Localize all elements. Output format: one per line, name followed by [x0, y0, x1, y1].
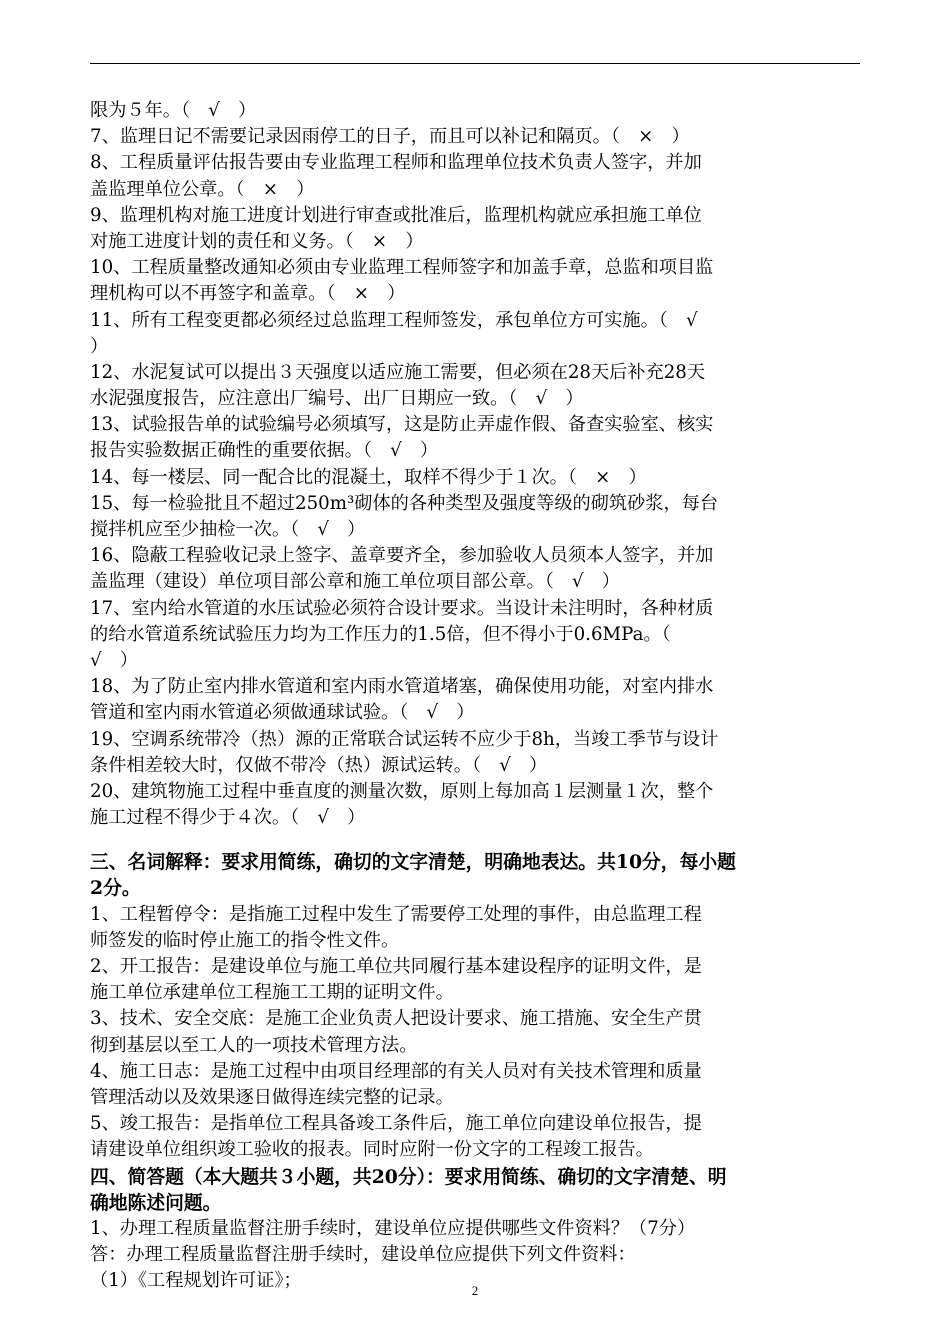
text-line: 报告实验数据正确性的重要依据。（ √ ）	[90, 440, 439, 462]
text-line: 17、室内给水管道的水压试验必须符合设计要求。当设计未注明时，各种材质	[90, 597, 714, 619]
section-heading: 四、简答题（本大题共３小题，共20分）：要求用简练、确切的文字清楚、明	[90, 1165, 727, 1188]
definition-line: 4、施工日志：是施工过程中由项目经理部的有关人员对有关技术管理和质量	[90, 1060, 702, 1082]
text-line: 11、所有工程变更都必须经过总监理工程师签发，承包单位方可实施。（ √	[90, 309, 698, 331]
text-line: 管道和室内雨水管道必须做通球试验。（ √ ）	[90, 702, 475, 724]
text-line: √ ）	[90, 649, 138, 671]
text-line: ）	[90, 335, 109, 357]
text-line: 施工过程不得少于４次。（ √ ）	[90, 807, 366, 829]
text-line: 12、水泥复试可以提出３天强度以适应施工需要，但必须在28天后补充28天	[90, 361, 706, 383]
text-line: 9、监理机构对施工进度计划进行审查或批准后，监理机构就应承担施工单位	[90, 204, 702, 226]
text-line: 8、工程质量评估报告要由专业监理工程师和监理单位技术负责人签字，并加	[90, 152, 702, 174]
text-line: 20、建筑物施工过程中垂直度的测量次数，原则上每加高１层测量１次，整个	[90, 780, 714, 802]
page-content	[90, 98, 862, 1294]
text-line: 13、试验报告单的试验编号必须填写，这是防止弄虚作假、备查实验室、核实	[90, 414, 714, 436]
section-heading: 2分。	[90, 877, 141, 900]
definition-line: 5、竣工报告：是指单位工程具备竣工条件后，施工单位向建设单位报告，提	[90, 1113, 702, 1135]
text-line: 14、每一楼层、同一配合比的混凝土，取样不得少于１次。（ × ）	[90, 466, 647, 488]
text-line: 限为５年。（ √ ）	[90, 100, 257, 121]
section-gap	[90, 831, 862, 849]
answer-line: （1）《工程规划许可证》；	[90, 1270, 302, 1292]
text-line: 条件相差较大时，仅做不带冷（热）源试运转。（ √ ）	[90, 754, 548, 776]
definition-line: 师签发的临时停止施工的指令性文件。	[90, 929, 400, 951]
text-line: 盖监理（建设）单位项目部公章和施工单位项目部公章。（ √ ）	[90, 571, 620, 593]
page-number: 2	[471, 1283, 479, 1298]
text-line: 理机构可以不再签字和盖章。（ × ）	[90, 283, 406, 305]
text-line: 的给水管道系统试验压力均为工作压力的1.5倍，但不得小于0.6MPa。（	[90, 623, 671, 645]
section-heading: 三、名词解释：要求用简练，确切的文字清楚，明确地表达。共10分，每小题	[90, 851, 736, 874]
text-line: 对施工进度计划的责任和义务。（ × ）	[90, 230, 424, 252]
definition-line: 彻到基层以至工人的一项技术管理方法。	[90, 1034, 418, 1056]
answer-line: 答：办理工程质量监督注册手续时，建设单位应提供下列文件资料：	[90, 1244, 636, 1266]
text-line: 10、工程质量整改通知必须由专业监理工程师签字和加盖手章，总监和项目监	[90, 257, 714, 279]
section-heading: 确地陈述问题。	[90, 1191, 222, 1214]
answer-line: 1、办理工程质量监督注册手续时，建设单位应提供哪些文件资料？（7分）	[90, 1217, 696, 1239]
text-line: 水泥强度报告，应注意出厂编号、出厂日期应一致。（ √ ）	[90, 388, 584, 410]
header-rule	[90, 63, 860, 64]
text-line: 搅拌机应至少抽检一次。（ √ ）	[90, 519, 366, 540]
definition-line: 请建设单位组织竣工验收的报表。同时应附一份文字的工程竣工报告。	[90, 1139, 654, 1161]
text-line: 15、每一检验批且不超过250m³砌体的各种类型及强度等级的砌筑砂浆，每台	[90, 492, 719, 514]
text-line: 18、为了防止室内排水管道和室内雨水管道堵塞，确保使用功能，对室内排水	[90, 676, 714, 698]
text-line: 7、监理日记不需要记录因雨停工的日子，而且可以补记和隔页。（ × ）	[90, 126, 690, 148]
definition-line: 3、技术、安全交底：是施工企业负责人把设计要求、施工措施、安全生产贯	[90, 1008, 702, 1030]
definition-line: 管理活动以及效果逐日做得连续完整的记录。	[90, 1086, 454, 1108]
text-line: 16、隐蔽工程验收记录上签字、盖章要齐全，参加验收人员须本人签字，并加	[90, 545, 714, 567]
definition-line: 2、开工报告：是建设单位与施工单位共同履行基本建设程序的证明文件，是	[90, 956, 702, 977]
text-line: 盖监理单位公章。（ × ）	[90, 178, 315, 200]
definition-line: 1、工程暂停令：是指施工过程中发生了需要停工处理的事件，由总监理工程	[90, 903, 702, 925]
definition-line: 施工单位承建单位工程施工工期的证明文件。	[90, 982, 454, 1004]
text-line: 19、空调系统带冷（热）源的正常联合试运转不应少于8h，当竣工季节与设计	[90, 728, 719, 750]
